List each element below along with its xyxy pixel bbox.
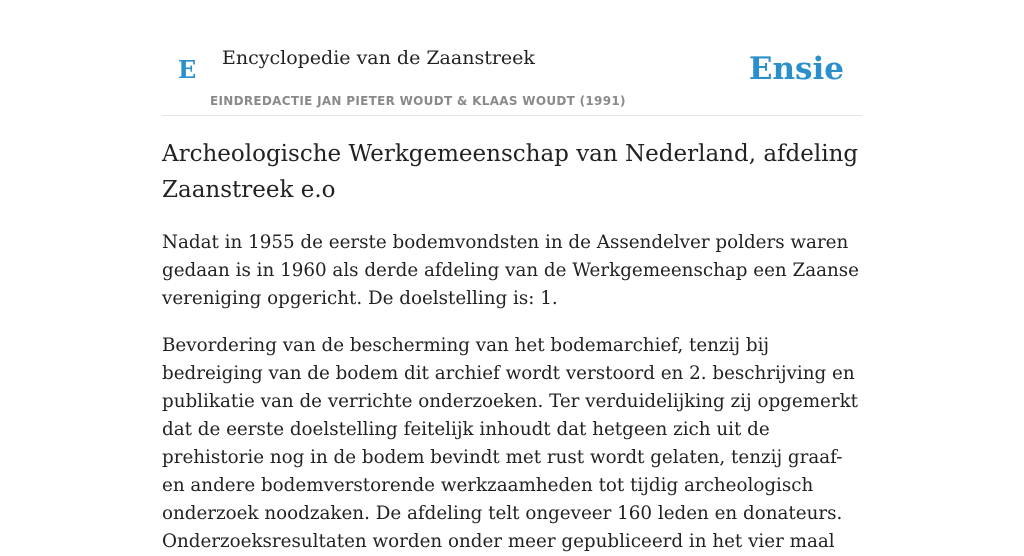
article-body bbox=[162, 136, 862, 556]
book-header bbox=[162, 0, 862, 116]
article-title: Archeologische Werkgemeenschap van Nederland, afdeling Zaanstreek e.o bbox=[162, 141, 859, 203]
editors-credit: EINDREDACTIE JAN PIETER WOUDT & KLAAS WOUDT (1991) bbox=[210, 94, 626, 108]
article-paragraph: Nadat in 1955 de eerste bodemvondsten in de Assendelver polders waren gedaan is in 1960 als derde afdeling van de Werkgemeenschap een Zaanse vereniging opgericht. De doelstelling is: 1. bbox=[162, 232, 859, 309]
book-title-link[interactable]: Encyclopedie van de Zaanstreek bbox=[222, 47, 535, 69]
article-paragraph: Bevordering van de bescherming van het bodemarchief, tenzij bij bedreiging van de bodem dit archief wordt verstoord en 2. beschrijving en publikatie van de verrichte onderzoeken. Ter verduidelijking zij opgemerkt dat de eerste doelstelling feitelijk inhoudt dat hetgeen zich uit de prehistorie nog in de bodem bevindt met rust wordt gelaten, tenzij graaf- en andere bodemverstorende werkzaamheden tot tijdig archeologisch onderzoek noodzaken. De afdeling telt ongeveer 160 leden en donateurs. Onderzoeksresultaten worden onder meer gepubliceerd in het vier maal bbox=[162, 335, 859, 552]
ensie-brand-logo[interactable]: Ensie bbox=[748, 51, 844, 87]
encyclopedia-logo[interactable]: E bbox=[178, 55, 197, 84]
